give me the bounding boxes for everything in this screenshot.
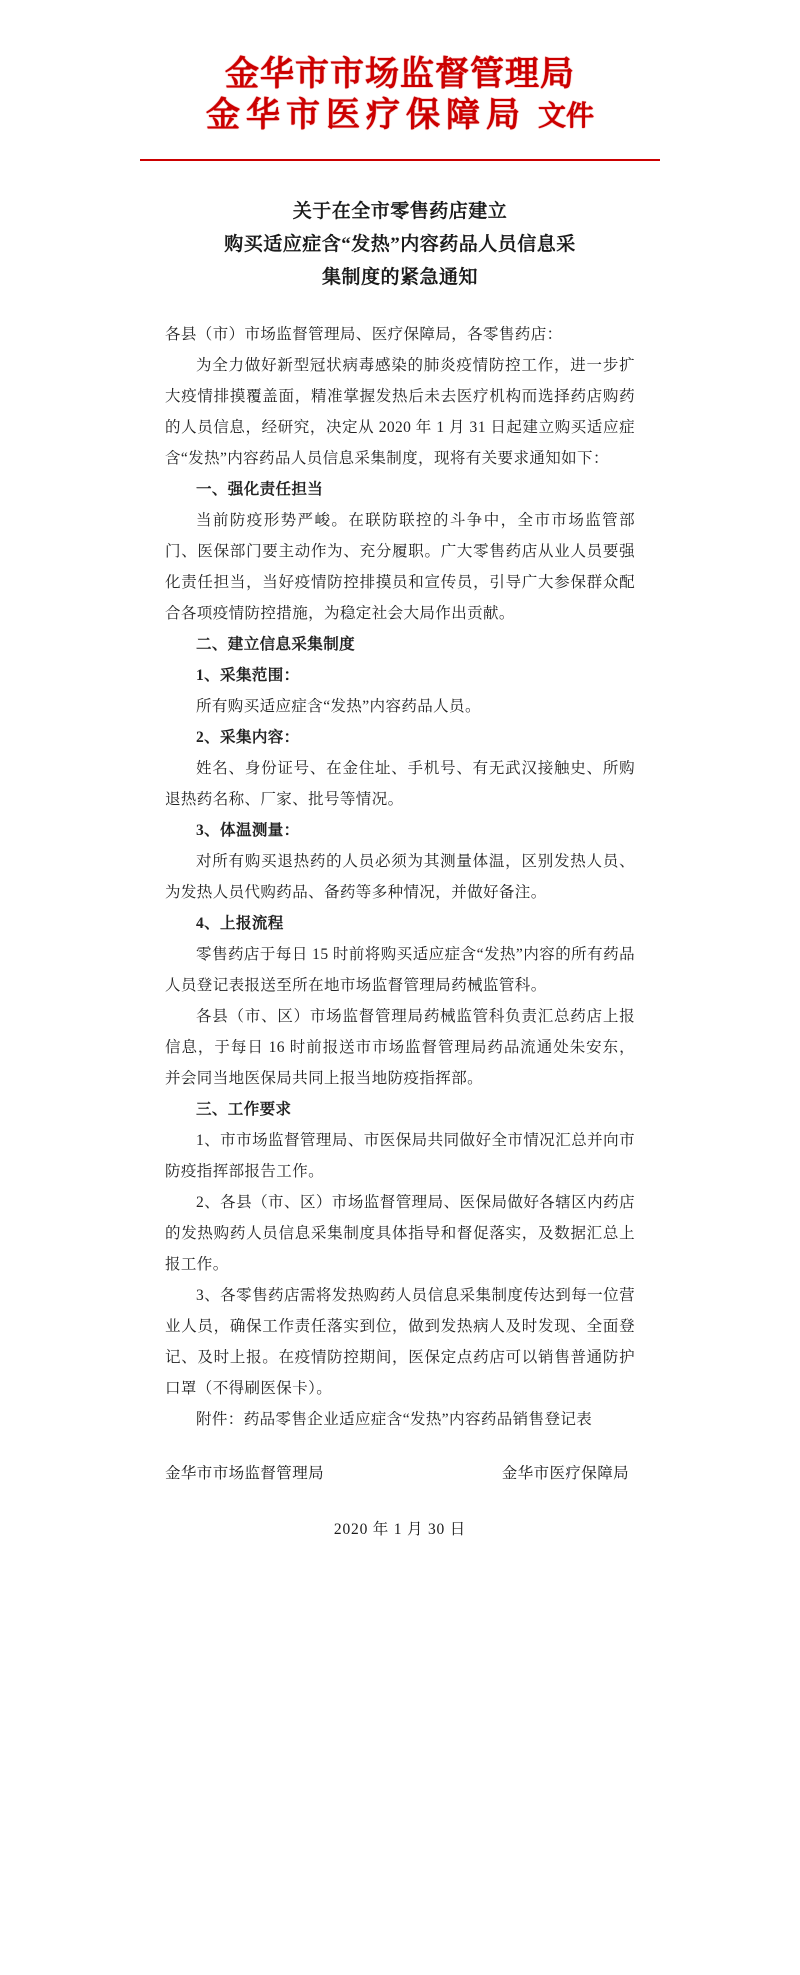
body-paragraph: 零售药店于每日 15 时前将购买适应症含“发热”内容的所有药品人员登记表报送至所在地市场监督管理局药械监管科。 [165, 945, 635, 994]
section-heading: 一、强化责任担当 [196, 480, 324, 498]
issuing-agency-line-2: 金华市医疗保障局 [205, 97, 526, 135]
body-paragraph: 各县（市）市场监督管理局、医疗保障局，各零售药店： [165, 325, 563, 343]
masthead-suffix: 文件 [537, 101, 594, 133]
subsection-heading: 1、采集范围： [196, 666, 300, 684]
section-heading: 二、建立信息采集制度 [196, 635, 356, 653]
body-paragraph: 3、各零售药店需将发热购药人员信息采集制度传达到每一位营业人员，确保工作责任落实到位，做到发热病人及时发现、全面登记、及时上报。在疫情防控期间，医保定点药店可以销售普通防护口罩（不得刷医保卡）。 [165, 1286, 635, 1397]
attachment-note: 附件：药品零售企业适应症含“发热”内容药品销售登记表 [196, 1410, 593, 1428]
body-paragraph: 对所有购买退热药的人员必须为其测量体温，区别发热人员、为发热人员代购药品、备药等多种情况，并做好备注。 [165, 852, 635, 901]
document-date: 2020 年 1 月 30 日 [333, 1520, 467, 1538]
masthead-divider [140, 159, 660, 161]
document-title [165, 195, 635, 295]
body-paragraph: 当前防疫形势严峻。在联防联控的斗争中，全市市场监管部门、医保部门要主动作为、充分履职。广大零售药店从业人员要强化责任担当，当好疫情防控排摸员和宣传员，引导广大参保群众配合各项疫情防控措施，为稳定社会大局作出贡献。 [165, 511, 635, 622]
body-paragraph: 各县（市、区）市场监督管理局药械监管科负责汇总药店上报信息，于每日 16 时前报送市市场监督管理局药品流通处朱安东，并会同当地医保局共同上报当地防疫指挥部。 [165, 1007, 635, 1087]
body-paragraph: 1、市市场监督管理局、市医保局共同做好全市情况汇总并向市防疫指挥部报告工作。 [165, 1131, 635, 1180]
body-paragraph: 2、各县（市、区）市场监督管理局、医保局做好各辖区内药店的发热购药人员信息采集制度具体指导和督促落实，及数据汇总上报工作。 [165, 1193, 635, 1273]
document-title-line-3: 集制度的紧急通知 [321, 267, 478, 289]
section-heading: 三、工作要求 [196, 1100, 292, 1118]
body-paragraph: 姓名、身份证号、在金住址、手机号、有无武汉接触史、所购退热药名称、厂家、批号等情况。 [165, 759, 635, 808]
masthead [80, 40, 720, 161]
signature-left: 金华市市场监督管理局 [165, 1464, 325, 1482]
body-paragraph: 为全力做好新型冠状病毒感染的肺炎疫情防控工作，进一步扩大疫情排摸覆盖面，精准掌握发热后未去医疗机构而选择药店购药的人员信息，经研究，决定从 2020 年 1 月 31 日起建立购买适应症含“发热”内容药品人员信息采集制度，现将有关要求通知如下： [165, 356, 635, 467]
masthead-lines [206, 54, 594, 137]
signature-right: 金华市医疗保障局 [501, 1464, 629, 1482]
subsection-heading: 3、体温测量： [196, 821, 300, 839]
subsection-heading: 4、上报流程 [196, 914, 284, 932]
masthead-row-1 [206, 54, 594, 95]
document-title-line-2: 购买适应症含“发热”内容药品人员信息采 [224, 234, 576, 256]
document-frame [80, 0, 720, 1599]
body-paragraph: 所有购买适应症含“发热”内容药品人员。 [196, 697, 481, 715]
subsection-heading: 2、采集内容： [196, 728, 300, 746]
signature-block [165, 1461, 635, 1483]
issuing-agency-line-1: 金华市市场监督管理局 [224, 56, 575, 93]
document-body [165, 319, 635, 1435]
document-title-line-1: 关于在全市零售药店建立 [292, 200, 508, 222]
masthead-row-2 [206, 95, 594, 136]
